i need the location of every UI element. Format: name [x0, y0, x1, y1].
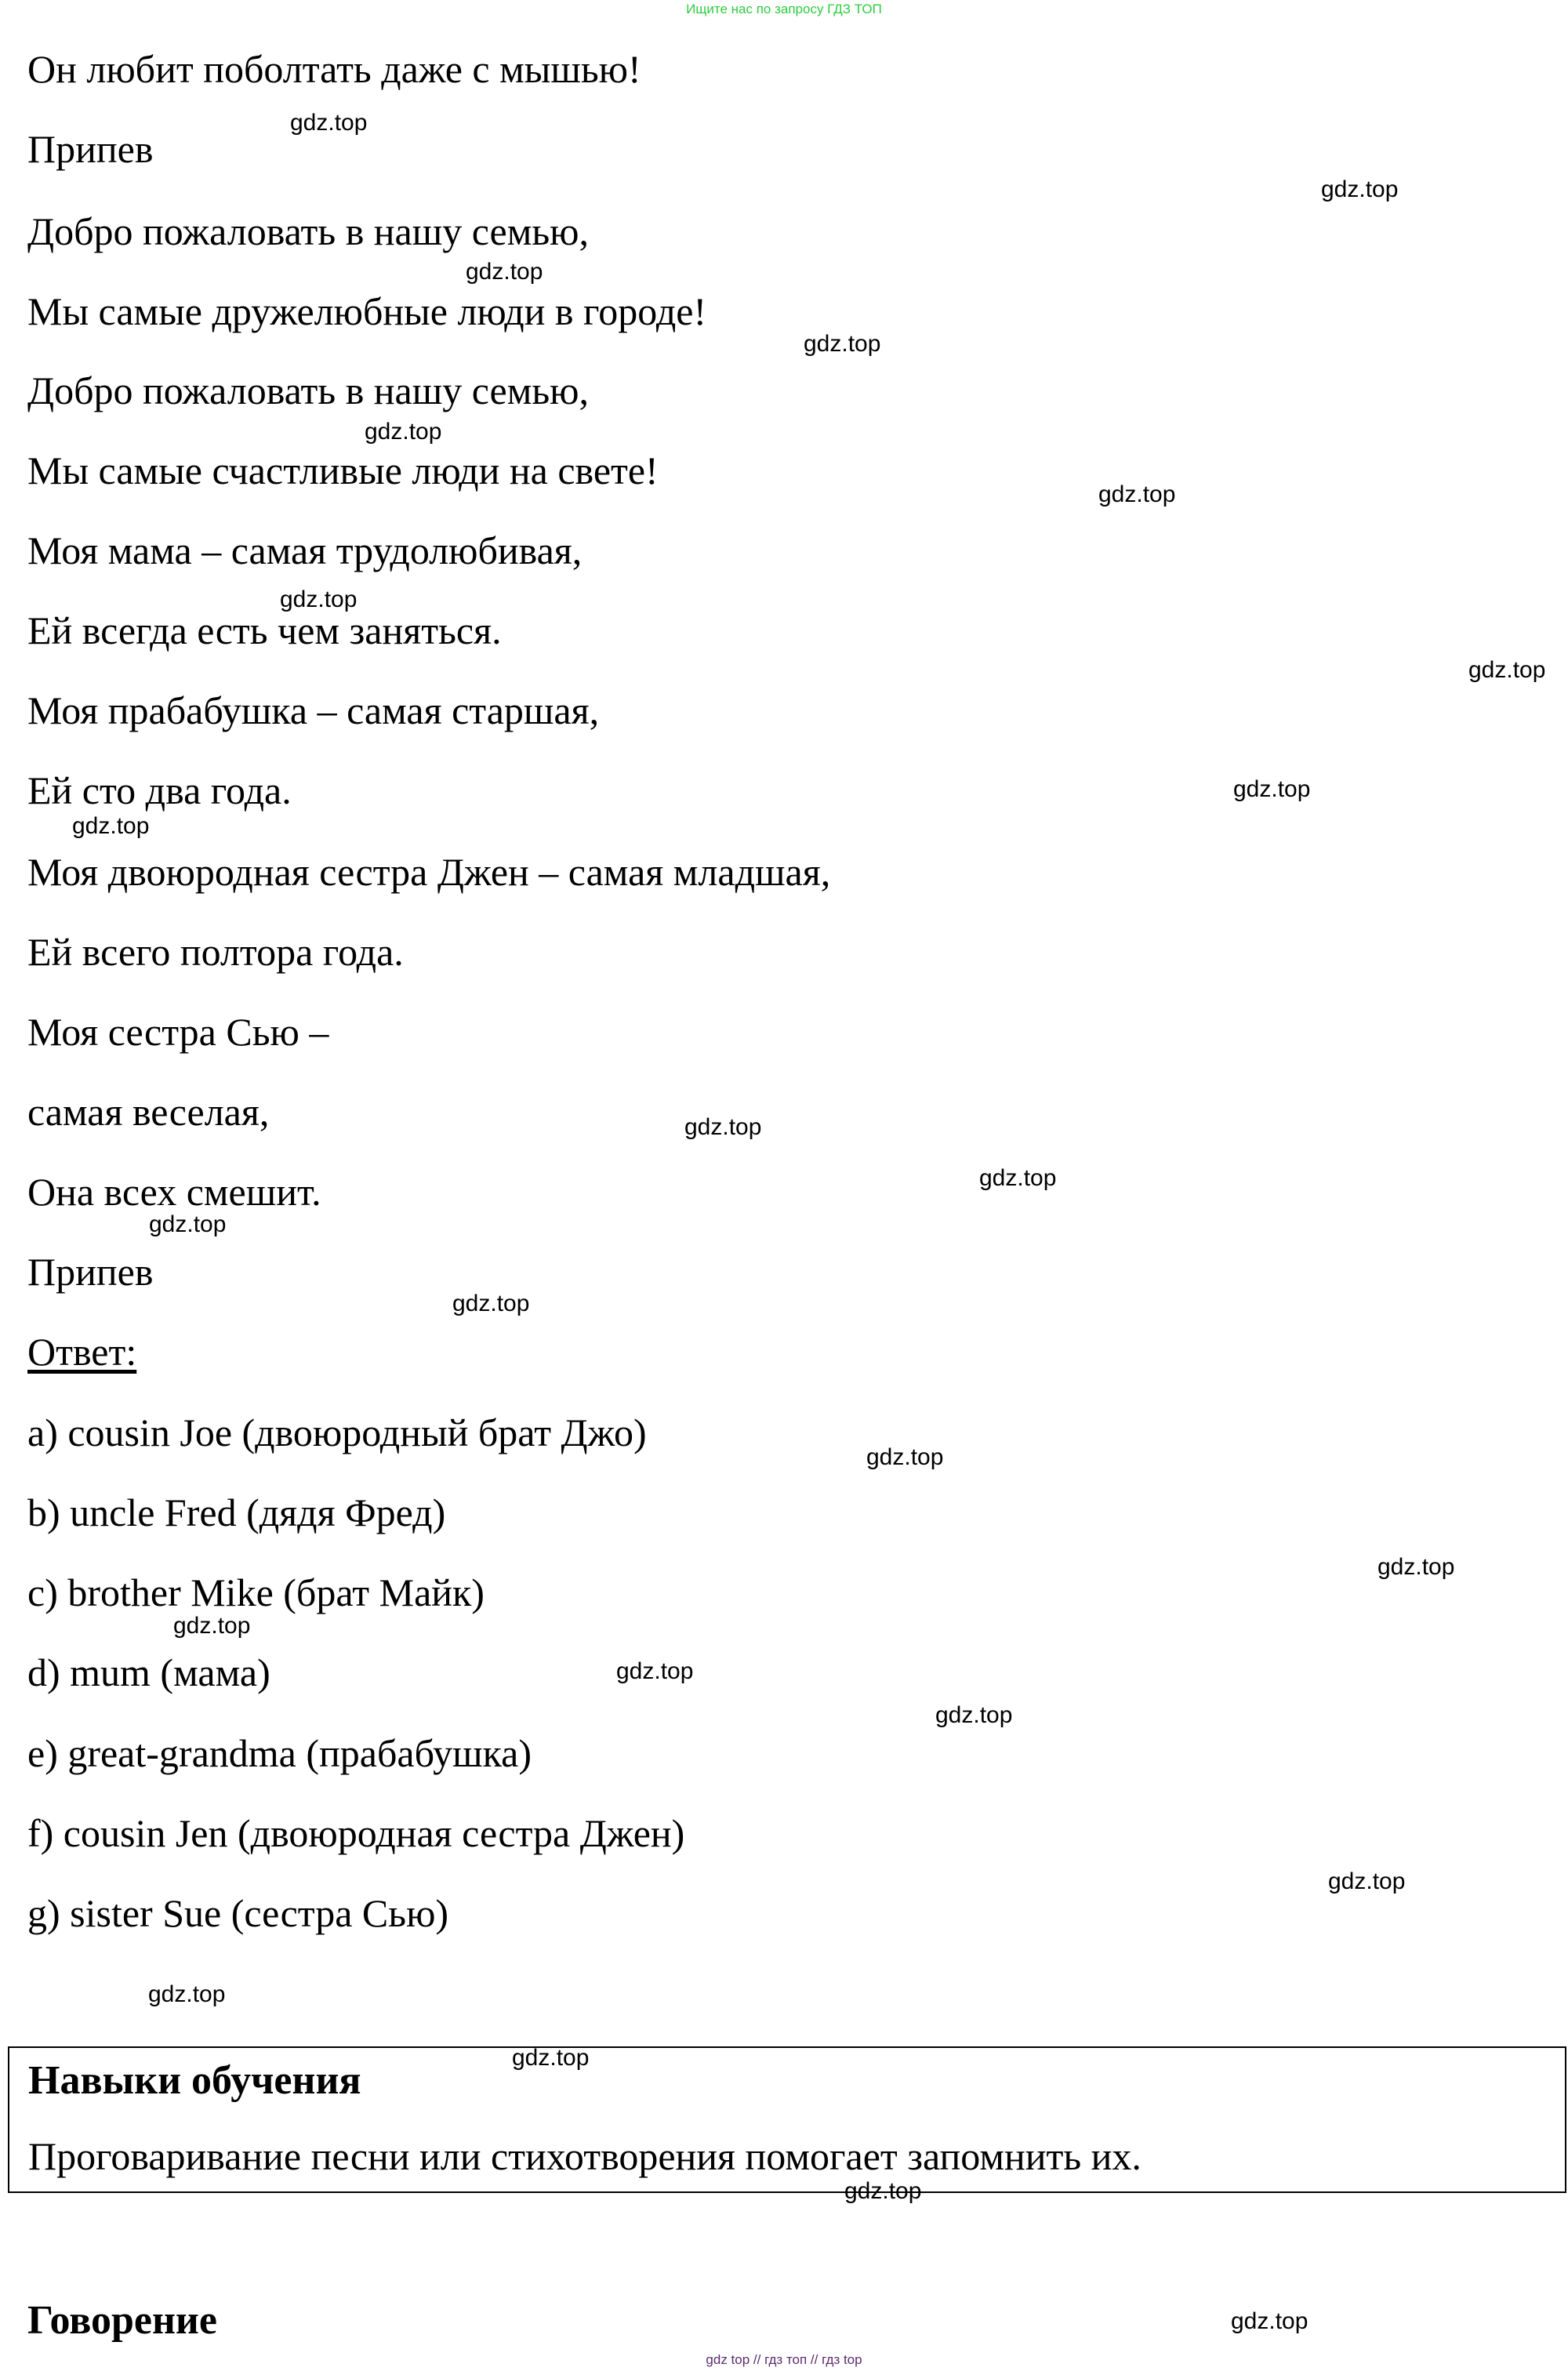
learning-skills-text: Проговаривание песни или стихотворения помогает запомнить их.	[28, 2134, 1142, 2178]
song-line: Ей всего полтора года.	[27, 930, 404, 974]
song-line: Ей сто два года.	[27, 768, 292, 812]
answer-item: e) great-grandma (прабабушка)	[27, 1731, 532, 1775]
song-line: Моя мама – самая трудолюбивая,	[27, 528, 583, 572]
watermark: gdz.top	[149, 1211, 227, 1237]
answer-item: d) mum (мама)	[27, 1650, 270, 1694]
song-line: Ей всегда есть чем заняться.	[27, 608, 502, 652]
answer-item: f) cousin Jen (двоюродная сестра Джен)	[27, 1811, 685, 1855]
song-line: Моя двоюродная сестра Джен – самая младшая,	[27, 850, 831, 894]
footer-banner: gdz top // гдз топ // гдз top	[706, 2352, 862, 2367]
answer-item: b) uncle Fred (дядя Фред)	[27, 1490, 446, 1534]
watermark: gdz.top	[935, 1702, 1013, 1728]
watermark: gdz.top	[1233, 776, 1311, 802]
song-line: самая веселая,	[27, 1090, 270, 1134]
watermark: gdz.top	[148, 1981, 226, 2007]
watermark: gdz.top	[1377, 1554, 1455, 1580]
watermark: gdz.top	[1098, 481, 1176, 507]
watermark: gdz.top	[173, 1613, 251, 1639]
speaking-heading: Говорение	[27, 2298, 217, 2343]
song-line-chorus: Припев	[27, 127, 154, 171]
watermark: gdz.top	[452, 1291, 530, 1316]
watermark: gdz.top	[290, 110, 368, 136]
watermark: gdz.top	[1231, 2308, 1308, 2334]
answer-heading: Ответ:	[27, 1330, 137, 1374]
song-line: Добро пожаловать в нашу семью,	[27, 369, 590, 412]
watermark: gdz.top	[979, 1165, 1057, 1191]
song-line: Моя сестра Сью –	[27, 1010, 329, 1054]
song-line-chorus: Припев	[27, 1250, 154, 1294]
header-banner: Ищите нас по запросу ГДЗ ТОП	[686, 2, 882, 16]
watermark: gdz.top	[72, 813, 150, 839]
answer-item: a) cousin Joe (двоюродный брат Джо)	[27, 1411, 647, 1454]
answer-item: g) sister Sue (сестра Сью)	[27, 1891, 449, 1935]
song-line: Мы самые дружелюбные люди в городе!	[27, 289, 707, 333]
song-line: Он любит поболтать даже с мышью!	[27, 47, 641, 91]
answer-item: c) brother Mike (брат Майк)	[27, 1570, 485, 1614]
watermark: gdz.top	[1468, 657, 1546, 683]
watermark: gdz.top	[804, 331, 881, 357]
song-line: Мы самые счастливые люди на свете!	[27, 448, 659, 492]
watermark: gdz.top	[280, 586, 358, 612]
song-line: Она всех смешит.	[27, 1170, 321, 1214]
watermark: gdz.top	[365, 419, 442, 445]
song-line: Моя прабабушка – самая старшая,	[27, 688, 600, 732]
watermark: gdz.top	[466, 259, 543, 285]
watermark: gdz.top	[866, 1444, 944, 1470]
song-line: Добро пожаловать в нашу семью,	[27, 209, 590, 253]
learning-skills-box	[8, 2046, 1566, 2193]
watermark: gdz.top	[844, 2178, 922, 2204]
watermark: gdz.top	[616, 1658, 694, 1684]
watermark: gdz.top	[512, 2045, 590, 2071]
learning-skills-title: Навыки обучения	[28, 2058, 361, 2103]
watermark: gdz.top	[1321, 176, 1399, 202]
watermark: gdz.top	[684, 1114, 762, 1140]
watermark: gdz.top	[1328, 1868, 1406, 1894]
